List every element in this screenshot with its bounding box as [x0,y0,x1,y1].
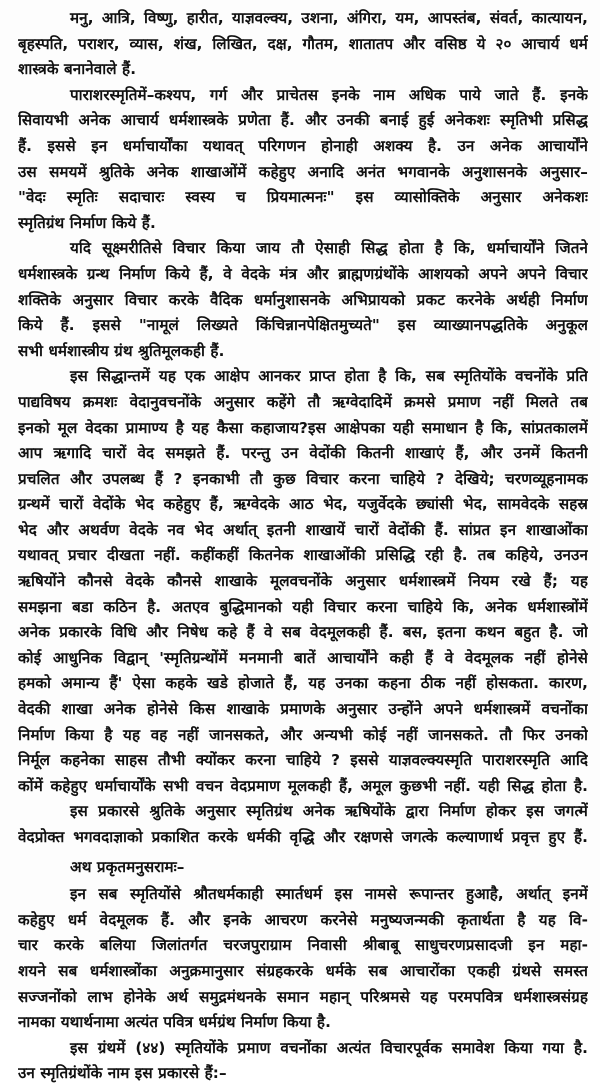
text-line: इन सब स्मृतियोंसे श्रौतधर्मकाही स्मार्तधर्म इस नामसे रूपान्तर हुआहै, अर्थात् इनमें [70,885,588,904]
text-line: वेदकी शाखा अनेक होनेसे किस शाखाके प्रमाणके अनुसार उन्होंने अपने धर्मशास्त्रमें वचनोंका [18,700,588,719]
text-line: हमको अमान्य हैं' ऐसा कहके खडे होजाते हैं, यह उनका कहना ठीक नहीं होसकता. कारण, [18,674,588,693]
text-line: शयने सब धर्मशास्त्रोंका अनुक्रमानुसार संग्रहकरके धर्मके सब आचारोंका एकही ग्रंथसे समस्त [18,961,588,980]
text-line: कोई आधुनिक विद्वान् 'स्मृतिग्रन्थोंमें मनमानी बातें आचार्योंने कही हैं वे वेदमूलक नहीं होनेसे [18,648,588,667]
text-line: शास्त्रके बनानेवाले हैं. [18,60,137,79]
text-line: ऋषियोंने कौनसे वेदके कौनसे शाखाके मूलवचनोंके अनुसार धर्मशास्त्रमें नियम रखे हैं; यह [18,572,588,591]
section-heading: अथ प्रकृतमनुसरामः– [70,857,185,876]
text-line: पाद्यविषय क्रमशः वेदानुवचनोंके अनुसार कहेंगे तौ ऋग्वेदादिमें क्रमसे प्रमाण नहीं मिलते तब [18,392,588,411]
text-line-quote: "वेदः स्मृतिः सदाचारः स्वस्य च प्रियमात्मनः" इस व्यासोक्तिके अनुसार अनेकशः [18,188,588,207]
text-line: निर्माण किया है यह वह नहीं जानसकते, और अन्यभी कोई नहीं जानसकते. तौ फिर उनको [18,725,588,744]
text-line: मनु, आत्रि, विष्णु, हारीत, याज्ञवल्क्य, उशना, अंगिरा, यम, आपस्तंब, संवर्त, कात्यायन, [70,9,588,27]
text-line: प्रचलित और उपलब्ध हैं ? इनकाभी तौ कुछ विचार करना चाहिये ? देखिये; चरणव्यूहनामक [18,469,588,488]
paragraph-objection [18,364,588,799]
text-line: आप ऋगादि चारों वेद समझते हैं. परन्तु उन वेदोंकी कितनी शाखाएं हैं, और उनमें कितनी [18,444,588,463]
text-line: सज्जनोंको लाभ होनेके अर्थ समुद्रमंथनके समान महान् परिश्रमसे यह परमपवित्र धर्मशास्त्रसंग्रह [18,987,588,1006]
text-line: इस ग्रंथमें (४४) स्मृतियोंके प्रमाण वचनोंका अत्यंत विचारपूर्वक समावेश किया गया है. [70,1038,588,1057]
text-line: अनेक प्रकारके विधि और निषेध कहे हैं वे सब वेदमूलकही हैं. बस, इतना कथन बहुत है. जो [18,623,588,642]
text-line: यदि सूक्ष्मरीतिसे विचार किया जाय तौ ऐसाही सिद्ध होता है कि, धर्माचार्योंने जितने [70,239,588,258]
text-line-quote: किये हैं. इससे "नामूलं लिख्यते किंचिन्नानपेक्षितमुच्यते" इस व्याख्यानपद्धतिके अनुकूल [18,316,588,335]
text-line: नामका यथार्थनामा अत्यंत पवित्र धर्मग्रंथ निर्माण किया है. [18,1013,331,1032]
text-line: समझना बडा कठिन है. अतएव बुद्धिमानको यही विचार करना चाहिये कि, अनेक धर्मशास्त्रोंमें [18,597,588,616]
text-line: स्मृतिग्रंथ निर्माण किये हैं. [18,213,156,232]
text-line: भेद और अथर्वण वेदके नव भेद अर्थात् इतनी शाखायें चारों वेदोंकी हैं. सांप्रत इन शाखाओंका [18,520,588,539]
text-line: यथावत् प्रचार दीखता नहीं. कहींकहीं कितनेक शाखाओंकी प्रसिद्धि रही है. तब कहिये, उनउन [18,546,588,565]
paragraph-smriti-count [18,1036,588,1087]
text-line: चार करके बलिया जिलांतर्गत चरजपुराग्राम निवासी श्रीबाबू साधुचरणप्रसादजी इन महा- [18,936,588,955]
text-line: बृहस्पति, पराशर, व्यास, शंख, लिखित, दक्ष, गौतम, शातातप और वसिष्ठ ये २० आचार्य धर्म [18,34,588,53]
paragraph-conclusion [18,799,588,850]
text-line: ग्रन्थमें चारों वेदोंके भेद कहेहुए हैं, ऋग्वेदके आठ भेद, यजुर्वेदके छ्यांसी भेद, सामवेदके सहस्र [18,495,588,514]
text-line: कहेहुए धर्म वेदमूलक हैं. और इनके आचरण करनेसे मनुष्यजन्मकी कृतार्थता है यह वि- [18,910,588,929]
text-line: इनको मूल वेदका प्रामाण्य है यह कैसा कहाजाय?इस आक्षेपका यही समाधान है कि, सांप्रतकालमें [18,418,588,437]
text-line: सभी धर्मशास्त्रीय ग्रंथ श्रुतिमूलकही हैं. [18,341,225,360]
text-line: उस समयमें श्रुतिके अनेक शाखाओंमें कहेहुए अनादि अनंत भगवानके अनुशासनके अनुसार– [18,162,588,181]
text-line: इस प्रकारसे श्रुतिके अनुसार स्मृतिग्रंथ अनेक ऋषियोंके द्वारा निर्माण होकर इस जगत्में [70,802,588,821]
paragraph-authors-list [18,6,588,83]
paragraph-compiler [18,882,588,1036]
text-line: धर्मशास्त्रके ग्रन्थ निर्माण किये हैं, वे वेदके मंत्र और ब्राह्मणग्रंथोंके आशयको अपने अपने विचार [18,264,588,283]
paragraph-parashara [18,83,588,237]
text-line: उन स्मृतिग्रंथोंके नाम इस प्रकारसे हैं:– [18,1064,227,1083]
text-line: सिवायभी अनेक आचार्य धर्मशास्त्रके प्रणेता हैं. और उनकी बनाई हुई अनेकशः स्मृतिभी प्रसिद्ध [18,111,588,130]
text-line: वेदप्रोक्त भगवदाज्ञाको प्रकाशित करके धर्मकी वृद्धि और रक्षणसे जगत्के कल्याणार्थ प्रवृत्त हुए हैं. [18,828,588,846]
text-line: कोंमें कहेहुए धर्माचार्योंके सभी वचन वेदप्रमाण मूलकही हैं, अमूल कुछभी नहीं. यही सिद्ध होता है. [18,776,588,795]
paragraph-subtle-reasoning [18,236,588,364]
text-line: निर्मूल कहनेका साहस तौभी क्योंकर करना चाहिये ? इससे याज्ञवल्क्यस्मृति पाराशरस्मृति आदि [18,751,588,770]
text-line: इस सिद्धान्तमें यह एक आक्षेप आनकर प्राप्त होता है कि, सब स्मृतियोंके वचनोंके प्रति [70,367,588,386]
text-line: पाराशरस्मृतिमें–कश्यप, गर्ग और प्राचेतस इनके नाम अधिक पाये जाते हैं. इनके [70,85,588,104]
text-line: शक्तिके अनुसार विचार करके वैदिक धर्मानुशासनके अभिप्रायको प्रकट करनेके अर्थही निर्माण [18,290,588,309]
text-line: हैं. इससे इन धर्माचार्योंका यथावत् परिगणन होनाही अशक्य है. उन अनेक आचार्योंने [18,136,588,155]
